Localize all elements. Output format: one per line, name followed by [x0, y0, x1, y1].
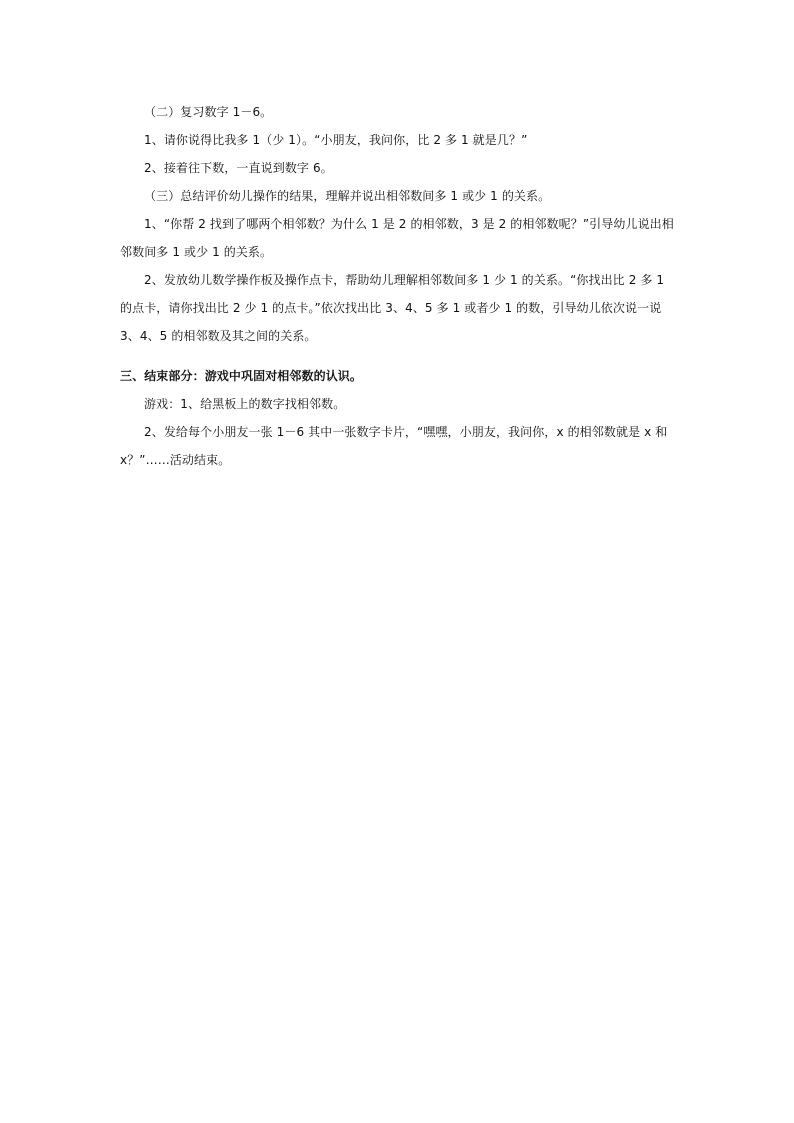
- section-gap: [120, 350, 680, 362]
- summary-step-1: 1、“你帮 2 找到了哪两个相邻数？为什么 1 是 2 的相邻数，3 是 2 的相邻数呢？”引导幼儿说出相邻数间多 1 或少 1 的关系。: [120, 217, 674, 259]
- closing-section-heading: 三、结束部分：游戏中巩固对相邻数的认识。: [120, 369, 363, 383]
- subsection-review-title: （二）复习数字 1－6。: [144, 105, 273, 119]
- subsection-summary-title: （三）总结评价幼儿操作的结果，理解并说出相邻数间多 1 或少 1 的关系。: [144, 189, 551, 203]
- summary-step-2: 2、发放幼儿数学操作板及操作点卡，帮助幼儿理解相邻数间多 1 少 1 的关系。“你找出比 2 多 1 的点卡，请你找出比 2 少 1 的点卡。”依次找出比 3、4、5 多 1 或者少 1 的数，引导幼儿依次说一说 3、4、5 的相邻数及其之间的关系。: [120, 273, 665, 343]
- document-content: [120, 98, 680, 474]
- review-step-2: 2、接着往下数，一直说到数字 6。: [144, 161, 333, 175]
- closing-game-2: 2、发给每个小朋友一张 1－6 其中一张数字卡片，“嘿嘿，小朋友，我问你，x 的相邻数就是 x 和 x？”……活动结束。: [120, 425, 668, 467]
- closing-game-1: 游戏：1、给黑板上的数字找相邻数。: [144, 397, 346, 411]
- review-step-1: 1、请你说得比我多 1（少 1）。“小朋友，我问你，比 2 多 1 就是几？”: [144, 133, 528, 147]
